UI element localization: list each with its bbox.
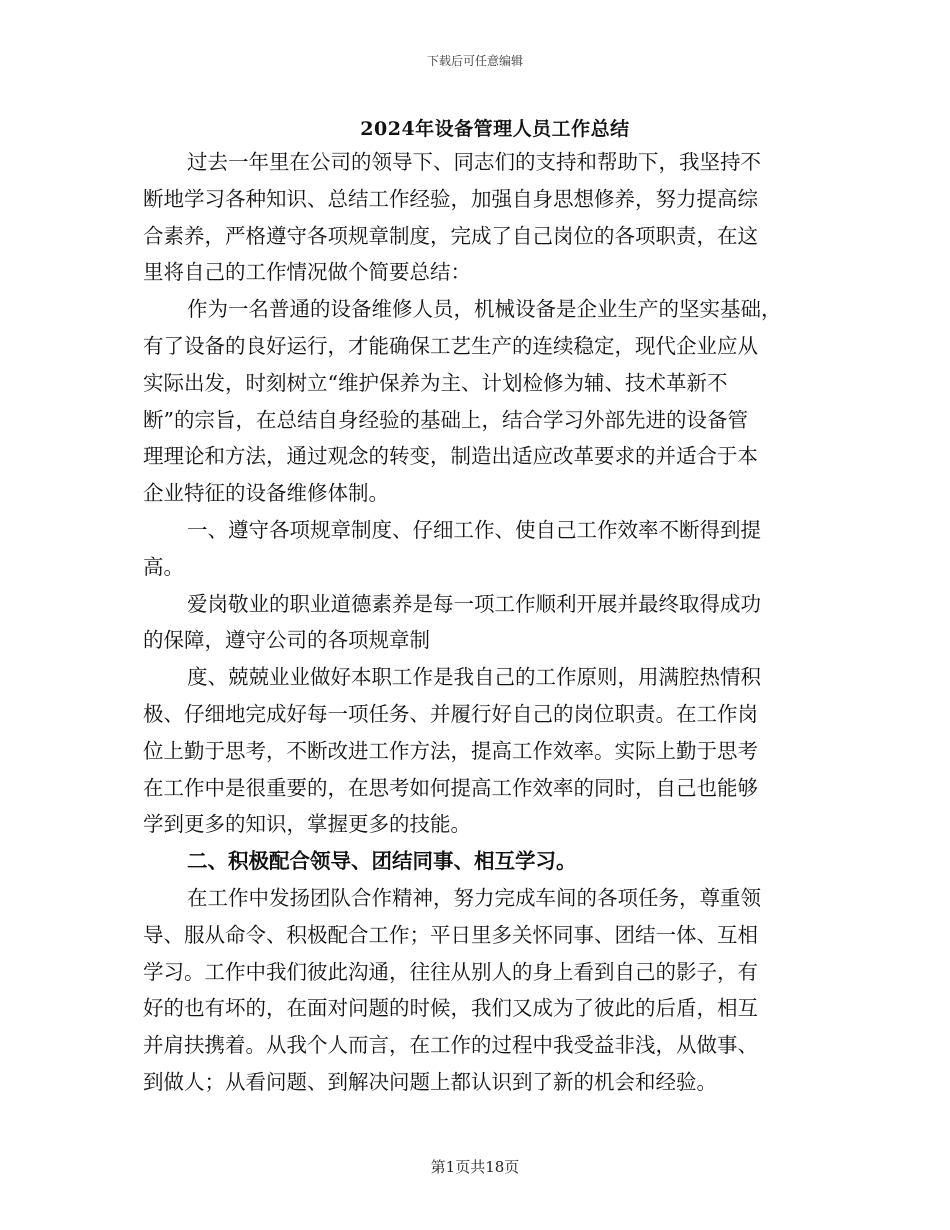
body-paragraph xyxy=(143,659,803,843)
body-paragraph xyxy=(143,291,803,512)
text-line: 爱岗敬业的职业道德素养是每一项工作顺利开展并最终取得成功 xyxy=(187,591,761,616)
text-line: 度、兢兢业业做好本职工作是我自己的工作原则，用满腔热情积 xyxy=(187,665,761,690)
text-line: 理理论和方法，通过观念的转变，制造出适应改革要求的并适合于本 xyxy=(143,444,758,469)
body-paragraph xyxy=(143,586,803,660)
text-line: 并肩扶携着。从我个人而言，在工作的过程中我受益非浅，从做事、 xyxy=(143,1033,758,1058)
text-line: 作为一名普通的设备维修人员，机械设备是企业生产的坚实基础， xyxy=(187,297,782,322)
text-line: 过去一年里在公司的领导下、同志们的支持和帮助下，我坚持不 xyxy=(187,150,761,174)
text-line: 学到更多的知识，掌握更多的技能。 xyxy=(143,812,471,837)
page-header: 下载后可任意编辑 xyxy=(426,54,523,68)
body-paragraph xyxy=(143,512,803,586)
text-line: 极、仔细地完成好每一项任务、并履行好自己的岗位职责。在工作岗 xyxy=(143,701,758,726)
text-line: 好的也有坏的，在面对问题的时候，我们又成为了彼此的后盾，相互 xyxy=(143,996,758,1021)
body-paragraph xyxy=(143,144,803,291)
document-title: 2024年设备管理人员工作总结 xyxy=(360,118,630,140)
text-line: 合素养，严格遵守各项规章制度，完成了自己岗位的各项职责，在这 xyxy=(143,223,758,248)
document-body xyxy=(143,144,803,1101)
text-line: 有了设备的良好运行，才能确保工艺生产的连续稳定，现代企业应从 xyxy=(143,333,758,358)
text-line: 断地学习各种知识、总结工作经验，加强自身思想修养，努力提高综 xyxy=(143,186,758,211)
text-line: 导、服从命令、积极配合工作；平日里多关怀同事、团结一体、互相 xyxy=(143,922,758,947)
text-line: 企业特征的设备维修体制。 xyxy=(143,481,389,506)
text-line: 在工作中是很重要的，在思考如何提高工作效率的同时，自己也能够 xyxy=(143,775,758,800)
text-line: 学习。工作中我们彼此沟通，往往从别人的身上看到自己的影子，有 xyxy=(143,959,758,984)
text-line: 到做人；从看问题、到解决问题上都认识到了新的机会和经验。 xyxy=(143,1069,717,1094)
section-heading xyxy=(143,843,803,880)
page-number-footer: 第1页共18页 xyxy=(430,1158,520,1176)
text-line: 位上勤于思考，不断改进工作方法，提高工作效率。实际上勤于思考 xyxy=(143,738,758,763)
text-line: 实际出发，时刻树立“维护保养为主、计划检修为辅、技术革新不 xyxy=(143,370,728,395)
text-line: 二、积极配合领导、团结同事、相互学习。 xyxy=(187,849,577,874)
text-line: 里将自己的工作情况做个简要总结： xyxy=(143,260,471,285)
text-line: 高。 xyxy=(143,554,184,579)
text-line: 断”的宗旨，在总结自身经验的基础上，结合学习外部先进的设备管 xyxy=(143,407,748,432)
body-paragraph xyxy=(143,880,803,1101)
text-line: 在工作中发扬团队合作精神，努力完成车间的各项任务，尊重领 xyxy=(187,885,761,910)
text-line: 的保障，遵守公司的各项规章制 xyxy=(143,628,430,653)
text-line: 一、遵守各项规章制度、仔细工作、使自己工作效率不断得到提 xyxy=(187,517,761,542)
